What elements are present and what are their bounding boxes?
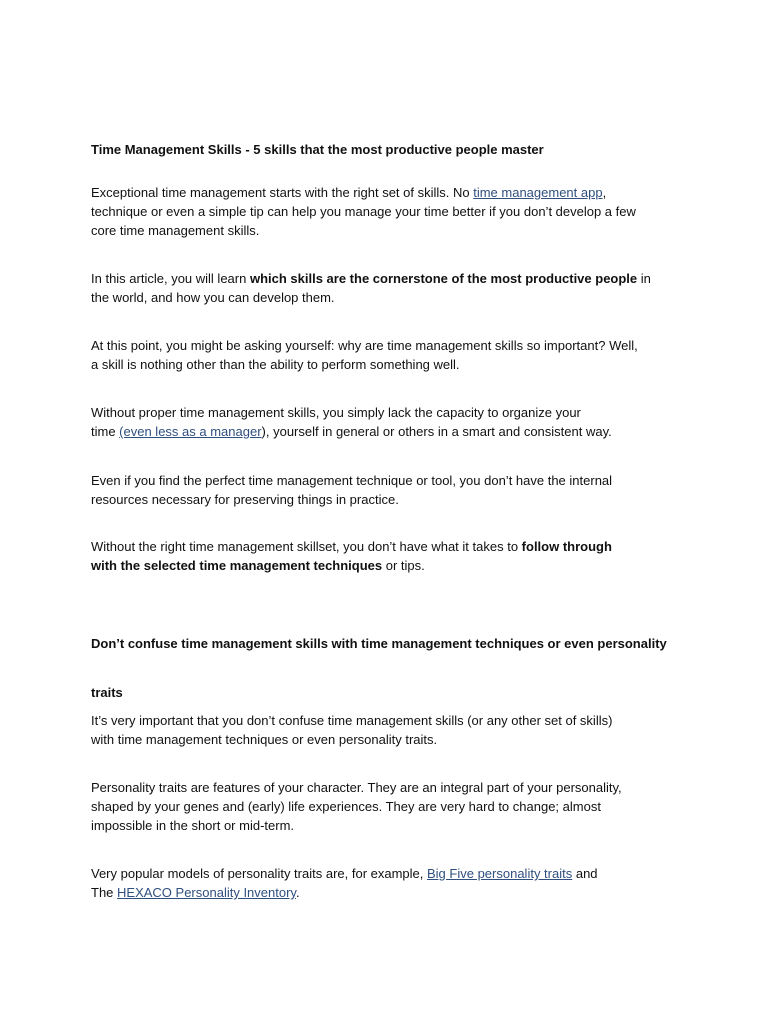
paragraph-models xyxy=(91,864,691,902)
bold-span: which skills are the cornerstone of the most productive people xyxy=(249,271,638,286)
text-span: . xyxy=(295,885,300,900)
paragraph-line: technique or even a simple tip can help you manage your time better if you don’t develop a few xyxy=(91,204,636,219)
paragraph-line: shaped by your genes and (early) life experiences. They are very hard to change; almost xyxy=(91,799,601,814)
big-five-link[interactable]: Big Five personality traits xyxy=(427,866,573,881)
paragraph-line xyxy=(91,183,691,202)
paragraph-line xyxy=(91,537,691,556)
text-span: Without the right time management skillset, you don’t have what it takes to xyxy=(91,539,522,554)
paragraph-line: a skill is nothing other than the ability to perform something well. xyxy=(91,357,460,372)
section-heading-line1: Don’t confuse time management skills with time management techniques or even personality xyxy=(91,636,667,651)
text-span: The xyxy=(91,885,118,900)
paragraph-line: with time management techniques or even personality traits. xyxy=(91,732,438,747)
text-span: time xyxy=(91,424,120,439)
paragraph-line: Personality traits are features of your character. They are an integral part of your personality, xyxy=(91,780,622,795)
paragraph-line: It’s very important that you don’t confuse time management skills (or any other set of skills) xyxy=(91,713,613,728)
paragraph-without-skills xyxy=(91,403,691,441)
paragraph-line: Without proper time management skills, you simply lack the capacity to organize your xyxy=(91,405,581,420)
paragraph-line xyxy=(91,883,691,902)
paragraph-line xyxy=(91,422,691,441)
paragraph-line xyxy=(91,269,691,288)
bold-span: with the selected time management techniques xyxy=(91,558,383,573)
text-span: , xyxy=(602,185,607,200)
text-span: or tips. xyxy=(382,558,425,573)
paragraph-line: At this point, you might be asking yourself: why are time management skills so important? Well, xyxy=(91,338,638,353)
paragraph-article-skills xyxy=(91,269,691,307)
paragraph-why-skills xyxy=(91,336,691,374)
text-span: Very popular models of personality traits are, for example, xyxy=(91,866,427,881)
paragraph-personality-traits xyxy=(91,778,691,835)
text-span: Exceptional time management starts with the right set of skills. No xyxy=(91,185,474,200)
paragraph-perfect-technique xyxy=(91,471,691,509)
paragraph-skillset xyxy=(91,537,691,575)
paragraph-line: impossible in the short or mid-term. xyxy=(91,818,295,833)
paragraph-line: the world, and how you can develop them. xyxy=(91,290,335,305)
paragraph-intro xyxy=(91,183,691,240)
document-title: Time Management Skills - 5 skills that the most productive people master xyxy=(91,142,544,157)
time-management-app-link[interactable]: time management app xyxy=(473,185,603,200)
paragraph-line xyxy=(91,556,691,575)
text-span: In this article, you will learn xyxy=(91,271,250,286)
hexaco-link[interactable]: HEXACO Personality Inventory xyxy=(117,885,296,900)
bold-span: follow through xyxy=(521,539,612,554)
paragraph-line: resources necessary for preserving things in practice. xyxy=(91,492,399,507)
paragraph-line: core time management skills. xyxy=(91,223,260,238)
paragraph-dont-confuse xyxy=(91,711,691,749)
section-heading-line2: traits xyxy=(91,685,123,700)
text-span: and xyxy=(572,866,598,881)
paragraph-line xyxy=(91,864,691,883)
paragraph-line: Even if you find the perfect time management technique or tool, you don’t have the internal xyxy=(91,473,613,488)
text-span: ), yourself in general or others in a smart and consistent way. xyxy=(261,424,612,439)
even-less-as-manager-link[interactable]: (even less as a manager xyxy=(119,424,262,439)
text-span: in xyxy=(637,271,651,286)
